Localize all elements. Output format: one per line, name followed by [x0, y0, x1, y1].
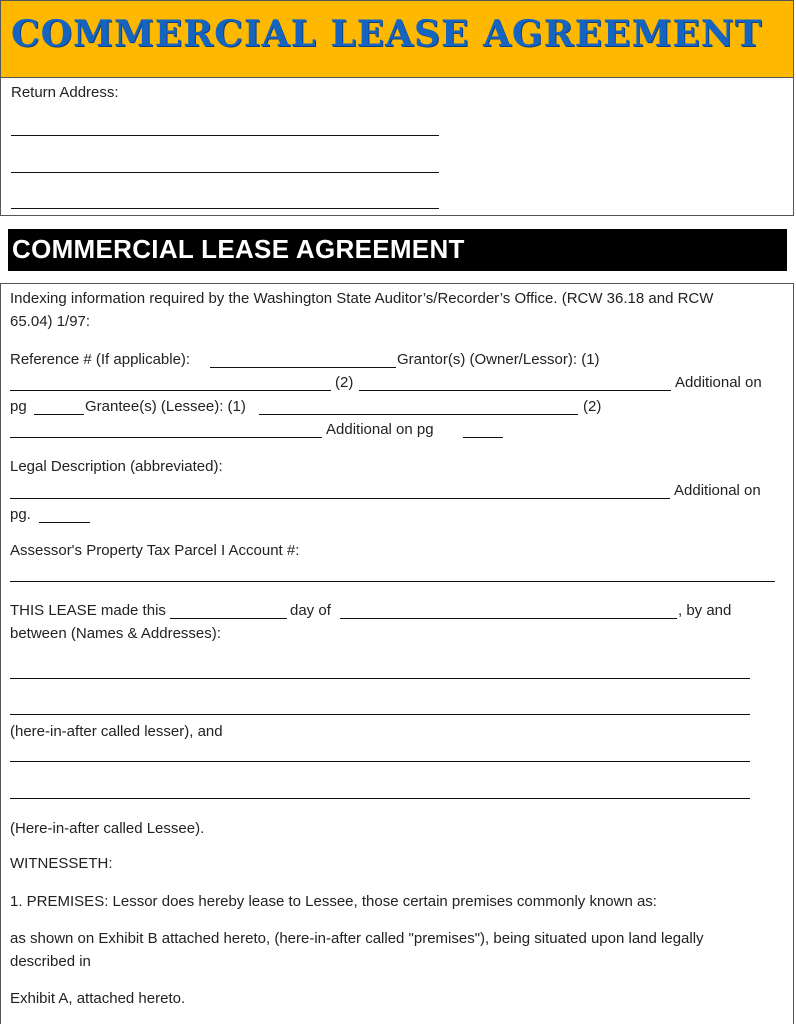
lessor-address-field[interactable] — [10, 714, 750, 715]
return-address-line-3[interactable] — [11, 208, 439, 209]
grantee-2-field[interactable] — [10, 437, 322, 438]
lease-day-field[interactable] — [170, 618, 287, 619]
return-address-label: Return Address: — [11, 84, 119, 101]
form-body — [0, 283, 794, 1024]
indexing-text-1: Indexing information required by the Washington State Auditor’s/Recorder’s Office. (RCW 36.18 and RCW — [10, 290, 714, 307]
lessee-name-field[interactable] — [10, 761, 750, 762]
return-address-box — [0, 78, 794, 216]
by-and-label: , by and — [678, 602, 732, 619]
grantor-2-field[interactable] — [359, 390, 671, 391]
lease-month-field[interactable] — [340, 618, 677, 619]
indexing-text-2: 65.04) 1/97: — [10, 313, 91, 330]
return-address-line-1[interactable] — [11, 135, 439, 136]
legal-pg-field[interactable] — [39, 522, 90, 523]
return-address-line-2[interactable] — [11, 172, 439, 173]
grantee-2-label: (2) — [583, 398, 602, 415]
grantor-label: Grantor(s) (Owner/Lessor): (1) — [397, 351, 600, 368]
exhibit-b-text-2: described in — [10, 953, 91, 970]
legal-additional-label: Additional on — [674, 482, 761, 499]
grantor-additional-label: Additional on — [675, 374, 762, 391]
grantor-pg-label: pg — [10, 398, 27, 415]
between-label: between (Names & Addresses): — [10, 625, 221, 642]
grantor-pg-field[interactable] — [34, 414, 84, 415]
grantor-1-field[interactable] — [10, 390, 331, 391]
lessee-address-field[interactable] — [10, 798, 750, 799]
lease-made-label: THIS LEASE made this — [10, 602, 166, 619]
lessee-label: (Here-in-after called Lessee). — [10, 820, 205, 837]
legal-pg-label: pg. — [10, 506, 31, 523]
lessor-name-field[interactable] — [10, 678, 750, 679]
day-of-label: day of — [290, 602, 331, 619]
reference-field[interactable] — [210, 367, 396, 368]
title-banner — [0, 0, 794, 78]
legal-description-label: Legal Description (abbreviated): — [10, 458, 223, 475]
banner-title: COMMERCIAL LEASE AGREEMENT — [11, 13, 763, 55]
assessor-field[interactable] — [10, 581, 775, 582]
section-title-bar — [8, 229, 787, 271]
grantor-2-label: (2) — [335, 374, 354, 391]
exhibit-b-text-1: as shown on Exhibit B attached hereto, (here-in-after called "premises"), being situated upon land legally — [10, 930, 704, 947]
grantee-label: Grantee(s) (Lessee): (1) — [85, 398, 246, 415]
reference-label: Reference # (If applicable): — [10, 351, 191, 368]
section-title: COMMERCIAL LEASE AGREEMENT — [12, 234, 465, 264]
premises-clause: 1. PREMISES: Lessor does hereby lease to Lessee, those certain premises commonly known as: — [10, 893, 657, 910]
assessor-label: Assessor's Property Tax Parcel I Account #: — [10, 542, 300, 559]
exhibit-a-text: Exhibit A, attached hereto. — [10, 990, 186, 1007]
lesser-label: (here-in-after called lesser), and — [10, 723, 223, 740]
witnesseth-label: WITNESSETH: — [10, 855, 113, 872]
grantee-additional-label: Additional on pg — [326, 421, 434, 438]
legal-description-field[interactable] — [10, 498, 670, 499]
grantee-1-field[interactable] — [259, 414, 578, 415]
grantee-pg-field[interactable] — [463, 437, 503, 438]
